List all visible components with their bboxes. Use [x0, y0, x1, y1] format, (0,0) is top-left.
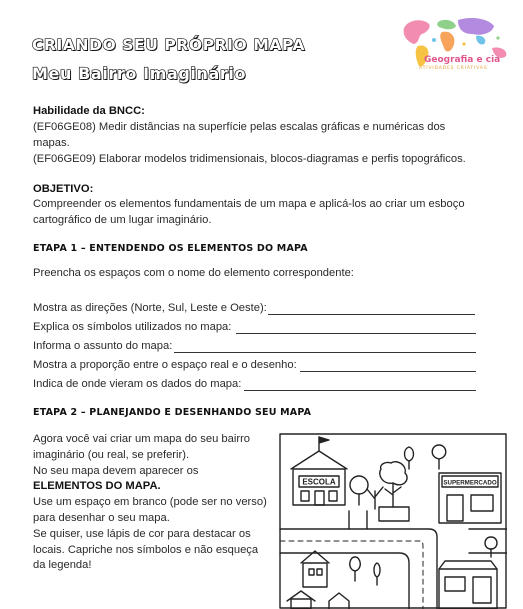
page-subtitle: Meu Bairro Imaginário — [32, 64, 247, 83]
stage2-heading: ETAPA 2 – PLANEJANDO E DESENHANDO SEU MAPA — [33, 407, 312, 418]
bncc-line: (EF06GE09) Elaborar modelos tridimensionais, blocos-diagramas e perfis topográficos. — [33, 153, 466, 165]
logo-tagline: ATIVIDADES CRIATIVAS — [419, 66, 488, 71]
answer-line-subject[interactable] — [174, 352, 476, 353]
objective-heading: OBJETIVO: — [33, 183, 94, 195]
question-scale: Mostra a proporção entre o espaço real e o desenho: — [33, 359, 297, 371]
answer-line-scale[interactable] — [300, 371, 476, 372]
page-title: CRIANDO SEU PRÓPRIO MAPA — [32, 36, 306, 54]
stage2-text: Agora você vai criar um mapa do seu bairro imaginário (ou real, se preferir). — [33, 433, 251, 461]
map-school-label: ESCOLA — [302, 477, 336, 487]
stage2-text: Se quiser, use lápis de cor para destacar os locais. Capriche nos símbolos e não esqueça da legenda! — [33, 527, 259, 572]
stage2-paragraph — [33, 432, 269, 574]
objective-line: Compreender os elementos fundamentais de um mapa e aplicá-los ao criar um esboço — [33, 198, 465, 210]
answer-line-symbols[interactable] — [236, 333, 476, 334]
objective-line: cartográfico de um lugar imaginário. — [33, 214, 212, 226]
question-source: Indica de onde vieram os dados do mapa: — [33, 378, 242, 390]
question-symbols: Explica os símbolos utilizados no mapa: — [33, 321, 232, 333]
answer-line-directions[interactable] — [268, 314, 475, 315]
bncc-line: (EF06GE08) Medir distâncias na superfície pelas escalas gráficas e numéricas dos — [33, 121, 446, 133]
logo-name: Geografia e cia — [424, 55, 501, 65]
neighborhood-map-illustration — [279, 433, 507, 609]
question-directions: Mostra as direções (Norte, Sul, Leste e Oeste): — [33, 302, 267, 314]
stage2-text: Use um espaço em branco (pode ser no verso) para desenhar o seu mapa. — [33, 496, 267, 524]
bncc-line: mapas. — [33, 137, 70, 149]
stage1-heading: ETAPA 1 – ENTENDENDO OS ELEMENTOS DO MAPA — [33, 243, 308, 254]
answer-line-source[interactable] — [244, 390, 476, 391]
stage2-text: No seu mapa devem aparecer os — [33, 464, 199, 477]
question-subject: Informa o assunto do mapa: — [33, 340, 173, 352]
bncc-heading: Habilidade da BNCC: — [33, 105, 145, 117]
stage2-emphasis: ELEMENTOS DO MAPA. — [33, 480, 161, 493]
map-market-label: SUPERMERCADO — [443, 479, 497, 487]
stage1-instruction: Preencha os espaços com o nome do elemento correspondente: — [33, 267, 354, 279]
